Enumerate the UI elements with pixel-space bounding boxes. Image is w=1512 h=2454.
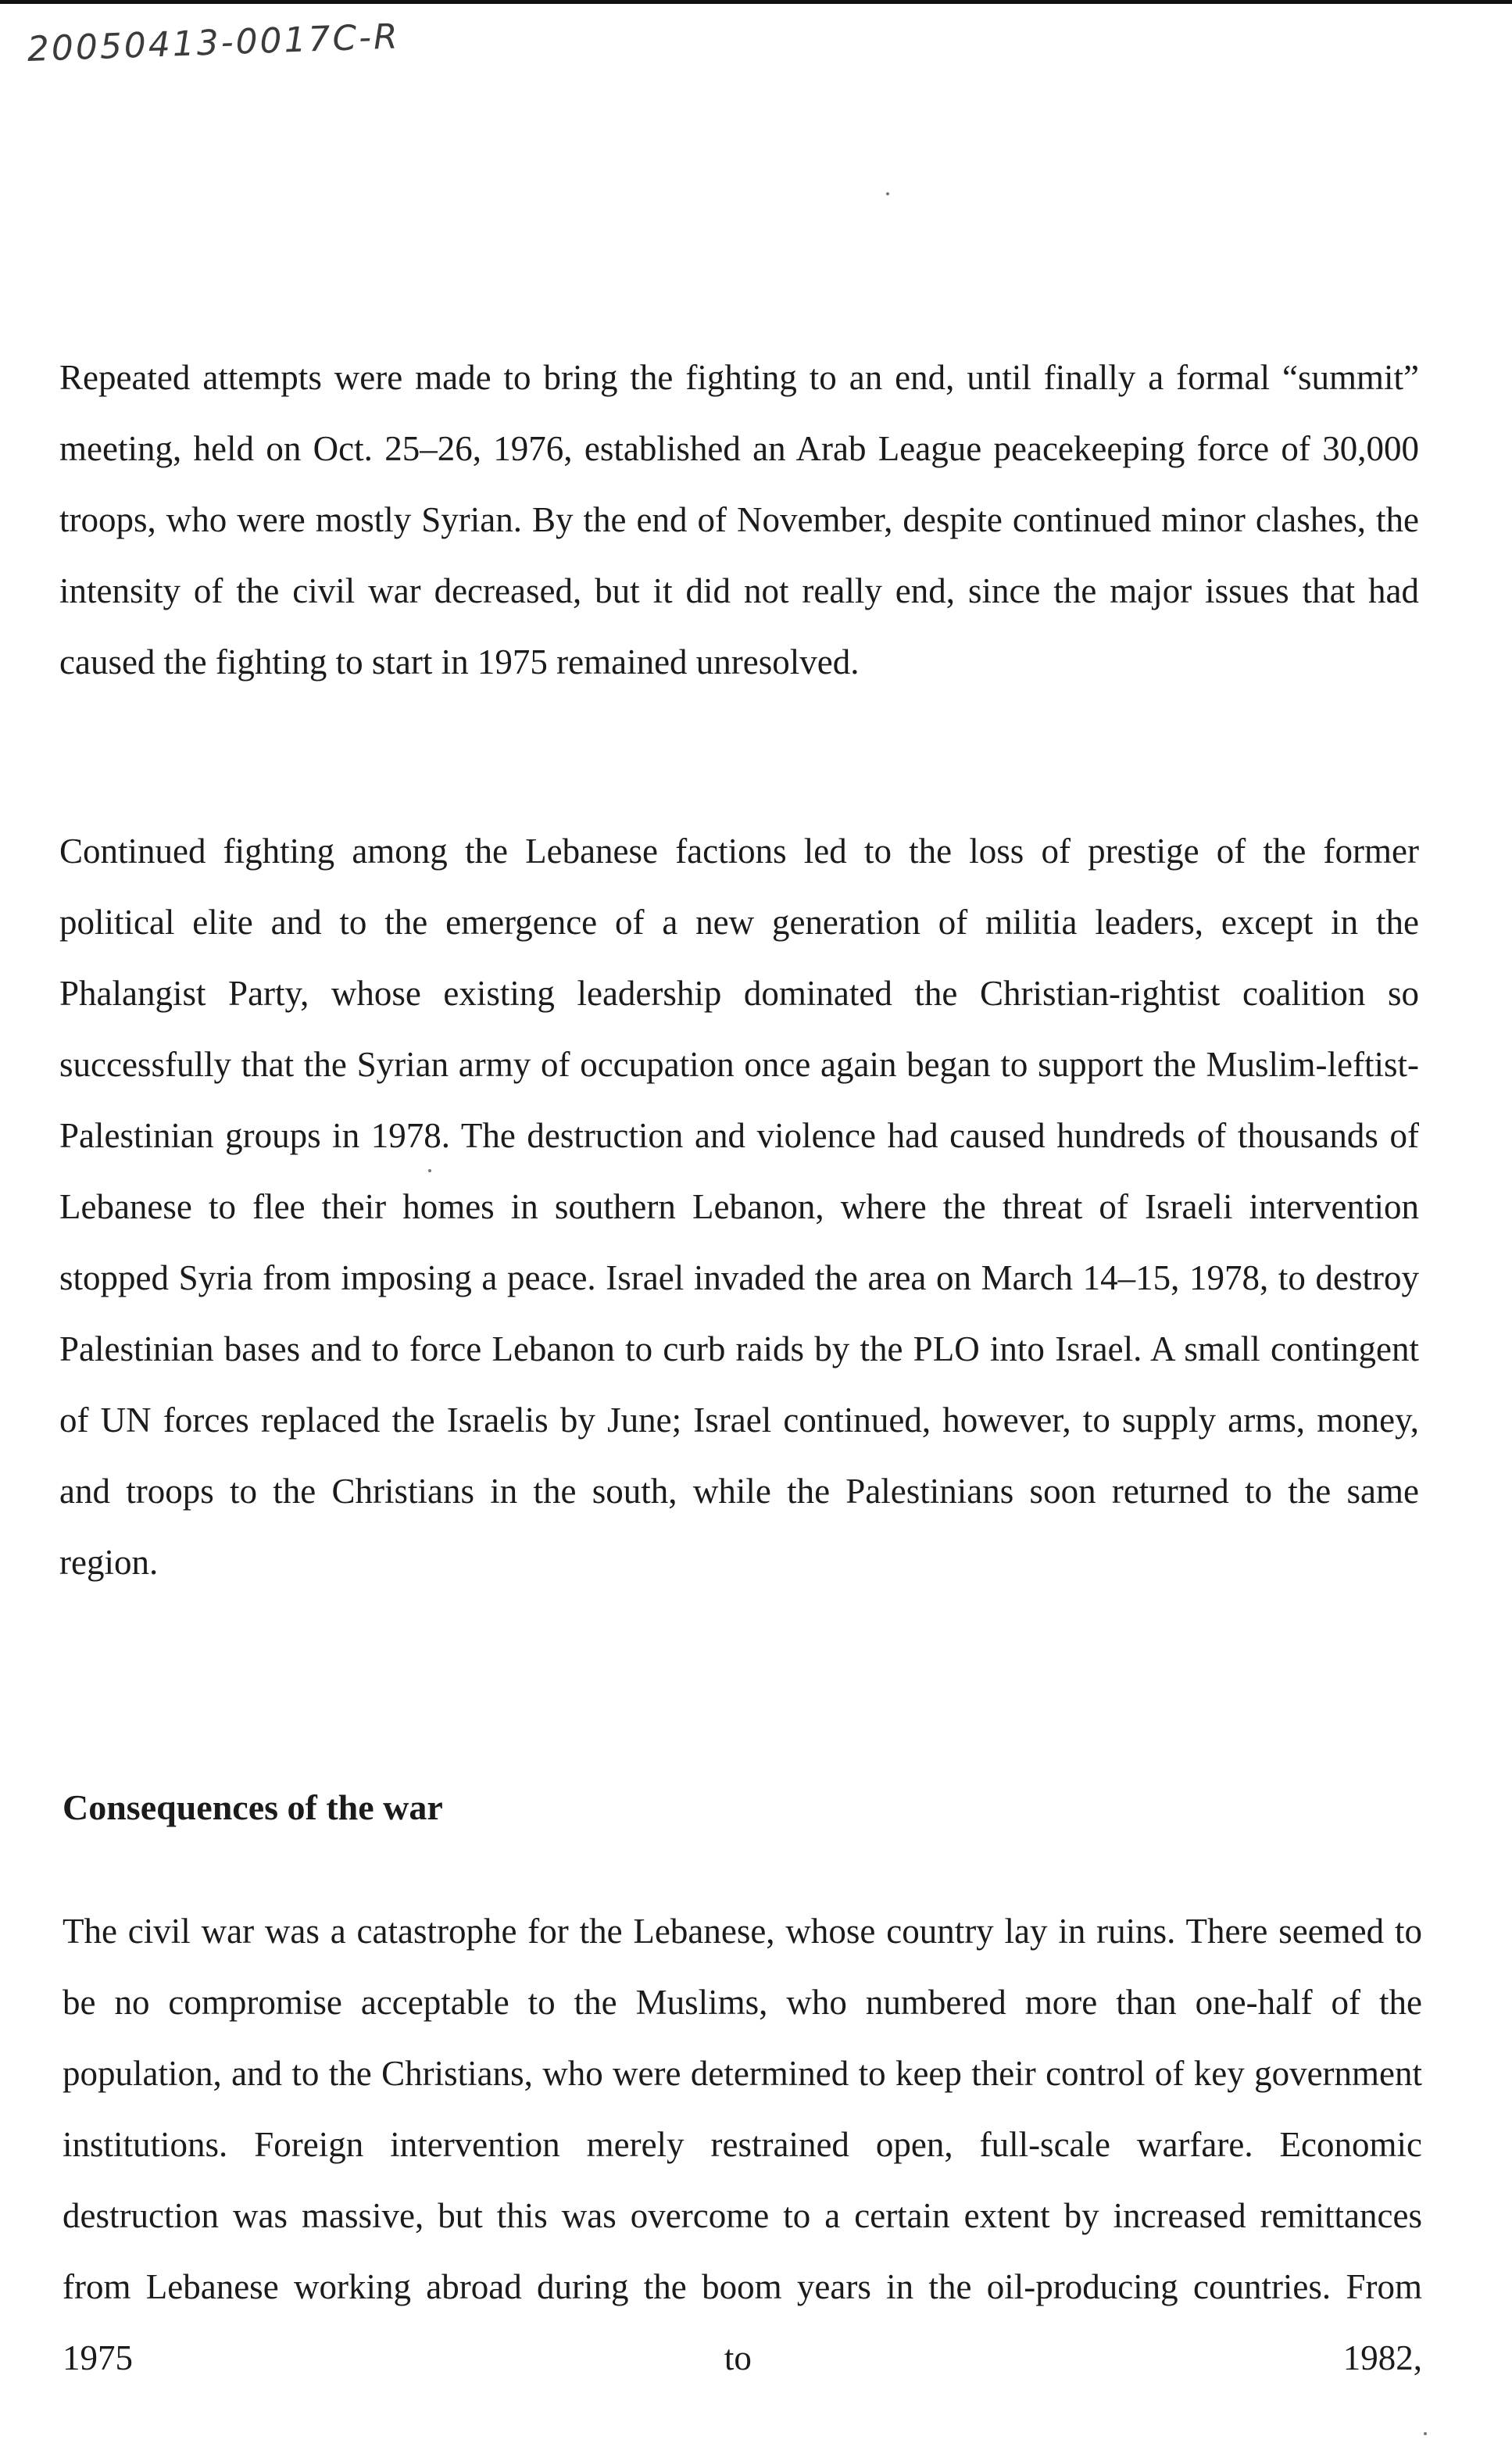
handwritten-document-number: 20050413-0017C-R (27, 16, 401, 70)
scan-speck (886, 192, 889, 195)
scan-speck (1424, 2432, 1427, 2435)
scan-speck (428, 1169, 431, 1172)
paragraph-continued-fighting: Continued fighting among the Lebanese factions led to the loss of prestige of the former political elite and to the emergence of a new generation of militia leaders, except in the Phalangist Party, whose existing leadership dominated the Christian-rightist coalition so successfully that the Syrian army of occupation once again began to support the Muslim-leftist-Palestinian groups in 1978. The destruction and violence had caused hundreds of thousands of Lebanese to flee their homes in southern Lebanon, where the threat of Israeli intervention stopped Syria from imposing a peace. Israel invaded the area on March 14–15, 1978, to destroy Palestinian bases and to force Lebanon to curb raids by the PLO into Israel. A small contingent of UN forces replaced the Israelis by June; Israel continued, however, to supply arms, money, and troops to the Christians in the south, while the Palestinians soon returned to the same region. (59, 832, 1419, 1582)
paragraph-civil-war-catastrophe: The civil war was a catastrophe for the Lebanese, whose country lay in ruins. There seemed to be no compromise acceptable to the Muslims, who numbered more than one-half of the population, and to the Christians, who were determined to keep their control of key government institutions. Foreign intervention merely restrained open, full-scale warfare. Economic destruction was massive, but this was overcome to a certain extent by increased remittances from Lebanese working abroad during the boom years in the oil-producing countries. From 1975 to 1982, (63, 1912, 1422, 2377)
section-heading-consequences: Consequences of the war (63, 1787, 443, 1827)
scan-top-border (0, 0, 1512, 4)
paragraph-summit-peacekeeping: Repeated attempts were made to bring the fighting to an end, until finally a formal “summit” meeting, held on Oct. 25–26, 1976, established an Arab League peacekeeping force of 30,000 troops, who were mostly Syrian. By the end of November, despite continued minor clashes, the intensity of the civil war decreased, but it did not really end, since the major issues that had caused the fighting to start in 1975 remained unresolved. (59, 358, 1419, 681)
